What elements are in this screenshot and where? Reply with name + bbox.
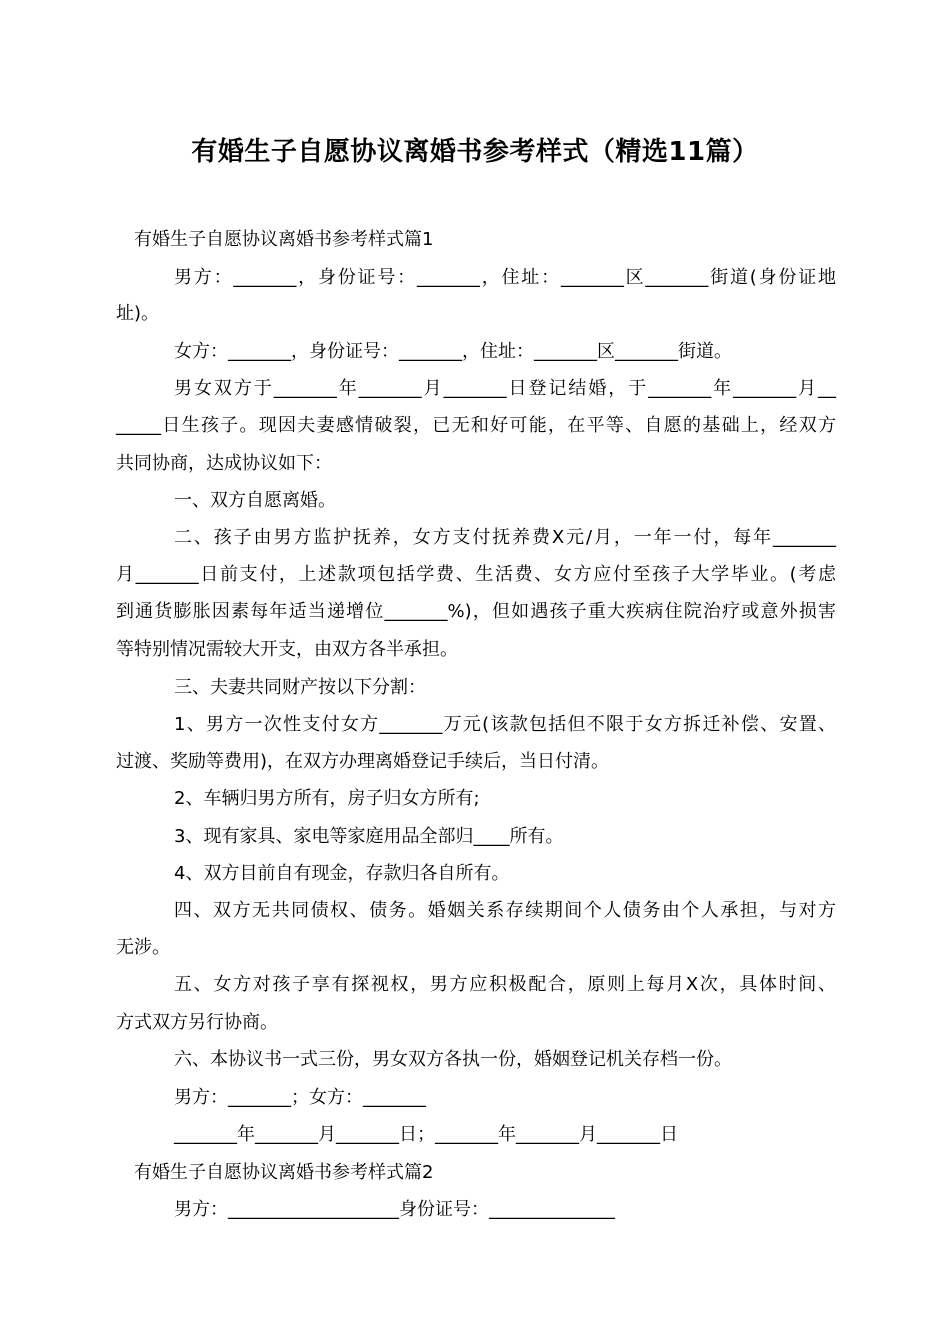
paragraph-line: 男女双方于_______年_______月_______日登记结婚，于_______年_______月__ xyxy=(174,378,836,399)
paragraph-line: 4、双方目前自有现金，存款归各自所有。 xyxy=(174,863,510,884)
signature-line: 男方：_______；女方：_______ xyxy=(174,1087,426,1108)
paragraph-line: 1、男方一次性支付女方_______万元(该款包括但不限于女方拆迁补偿、安置、 xyxy=(174,714,836,735)
paragraph-line: 女方：_______，身份证号：_______，住址：_______区_______街道。 xyxy=(174,341,732,362)
paragraph-line: 共同协商，达成协议如下： xyxy=(116,453,332,474)
paragraph-line: 过渡、奖励等费用)，在双方办理离婚登记手续后，当日付清。 xyxy=(116,751,610,772)
paragraph-line: 3、现有家具、家电等家庭用品全部归____所有。 xyxy=(174,826,564,847)
paragraph-line: 二、孩子由男方监护抚养，女方支付抚养费X元/月，一年一付，每年_______ xyxy=(174,527,836,548)
paragraph-line: 男方：___________________身份证号：______________ xyxy=(174,1199,615,1220)
paragraph-line: _____日生孩子。现因夫妻感情破裂，已无和好可能，在平等、自愿的基础上，经双方 xyxy=(116,415,836,436)
paragraph-line: 方式双方另行协商。 xyxy=(116,1012,278,1033)
paragraph-line: 四、双方无共同债权、债务。婚姻关系存续期间个人债务由个人承担，与对方 xyxy=(174,900,836,921)
paragraph-line: 无涉。 xyxy=(116,937,170,958)
paragraph-line: 到通货膨胀因素每年适当递增位_______%)，但如遇孩子重大疾病住院治疗或意外损害 xyxy=(116,601,836,622)
clause-heading: 三、夫妻共同财产按以下分割： xyxy=(174,677,426,698)
section-heading-2: 有婚生子自愿协议离婚书参考样式篇2 xyxy=(134,1162,434,1183)
paragraph-line: 2、车辆归男方所有，房子归女方所有; xyxy=(174,788,480,809)
section-heading-1: 有婚生子自愿协议离婚书参考样式篇1 xyxy=(134,229,434,250)
document-title: 有婚生子自愿协议离婚书参考样式（精选11篇） xyxy=(191,137,759,167)
paragraph-line: 址)。 xyxy=(116,303,160,324)
paragraph-line: 五、女方对孩子享有探视权，男方应积极配合，原则上每月X次，具体时间、 xyxy=(174,974,836,995)
date-line: _______年_______月_______日；_______年_______月_______日 xyxy=(174,1124,678,1145)
paragraph-line: 男方：_______，身份证号：_______，住址：_______区_______街道(身份证地 xyxy=(174,267,836,288)
paragraph-line: 六、本协议书一式三份，男女双方各执一份，婚姻登记机关存档一份。 xyxy=(174,1049,732,1070)
clause-heading: 一、双方自愿离婚。 xyxy=(174,490,336,511)
paragraph-line: 月_______日前支付，上述款项包括学费、生活费、女方应付至孩子大学毕业。(考虑 xyxy=(116,564,836,585)
paragraph-line: 等特别情况需较大开支，由双方各半承担。 xyxy=(116,639,458,660)
